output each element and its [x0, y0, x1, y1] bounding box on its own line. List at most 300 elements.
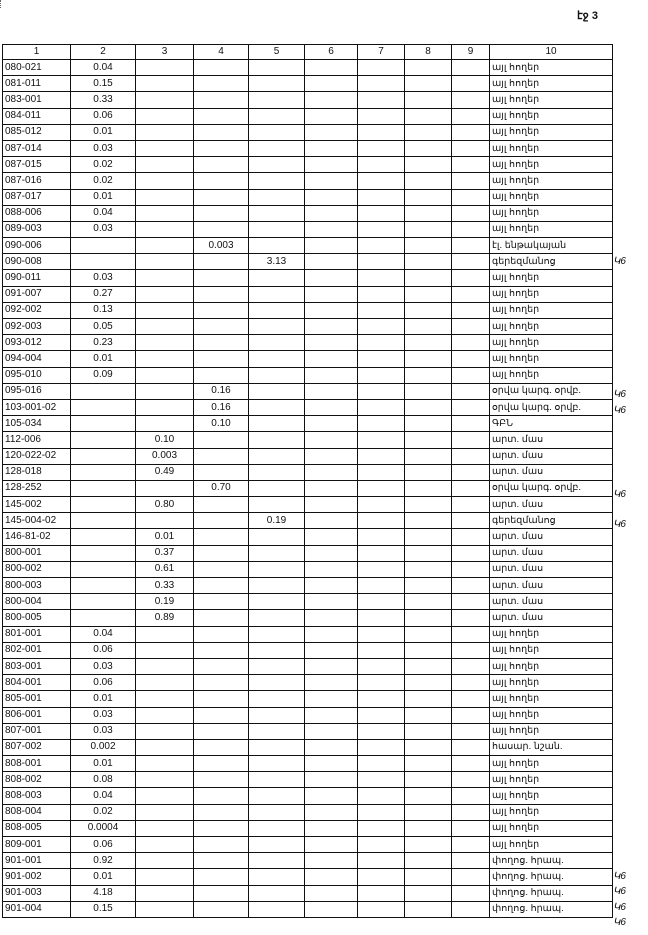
- table-cell: [452, 756, 490, 772]
- table-cell: այլ հողեր: [490, 302, 613, 318]
- table-cell: [249, 480, 305, 496]
- table-cell: 0.19: [249, 513, 305, 529]
- table-cell: այլ հողեր: [490, 367, 613, 383]
- table-cell: [194, 594, 249, 610]
- table-cell: [71, 416, 136, 432]
- table-cell: 0.27: [71, 286, 136, 302]
- table-cell: [249, 658, 305, 674]
- table-cell: [358, 723, 405, 739]
- table-cell: [305, 448, 358, 464]
- table-cell: [136, 383, 194, 399]
- table-row: [3, 626, 613, 642]
- table-cell: [405, 302, 452, 318]
- table-cell: 080-021: [3, 60, 71, 76]
- table-cell: [358, 108, 405, 124]
- table-cell: այլ հողեր: [490, 788, 613, 804]
- table-cell: [305, 221, 358, 237]
- table-cell: [305, 92, 358, 108]
- table-cell: [452, 545, 490, 561]
- table-cell: [305, 642, 358, 658]
- table-cell: [136, 286, 194, 302]
- table-cell: [305, 788, 358, 804]
- table-cell: [305, 416, 358, 432]
- table-cell: 808-005: [3, 820, 71, 836]
- table-cell: [194, 76, 249, 92]
- table-cell: այլ հողեր: [490, 270, 613, 286]
- table-cell: [305, 561, 358, 577]
- table-row: [3, 416, 613, 432]
- handwritten-mark: Կ6: [613, 256, 626, 267]
- table-cell: [452, 480, 490, 496]
- table-cell: [249, 869, 305, 885]
- table-cell: 800-004: [3, 594, 71, 610]
- table-cell: [358, 901, 405, 917]
- table-cell: 800-002: [3, 561, 71, 577]
- table-cell: [249, 901, 305, 917]
- table-cell: [452, 205, 490, 221]
- table-cell: [452, 173, 490, 189]
- table-cell: [194, 610, 249, 626]
- table-cell: [249, 578, 305, 594]
- table-cell: [136, 675, 194, 691]
- table-cell: 0.06: [71, 837, 136, 853]
- table-cell: [305, 820, 358, 836]
- table-cell: 0.92: [71, 853, 136, 869]
- table-cell: [452, 448, 490, 464]
- table-cell: 090-006: [3, 238, 71, 254]
- table-cell: [136, 60, 194, 76]
- table-cell: [136, 92, 194, 108]
- table-cell: 128-252: [3, 480, 71, 496]
- table-cell: [305, 707, 358, 723]
- table-cell: [358, 820, 405, 836]
- table-row: [3, 383, 613, 399]
- table-row: [3, 254, 613, 270]
- table-cell: [249, 351, 305, 367]
- table-cell: [305, 513, 358, 529]
- table-cell: 093-012: [3, 335, 71, 351]
- table-cell: [136, 885, 194, 901]
- table-cell: [249, 756, 305, 772]
- table-cell: [194, 497, 249, 513]
- table-cell: [136, 853, 194, 869]
- table-cell: արտ. մաս: [490, 594, 613, 610]
- table-cell: [249, 399, 305, 415]
- table-cell: 090-011: [3, 270, 71, 286]
- table-cell: [136, 302, 194, 318]
- table-row: [3, 205, 613, 221]
- table-cell: [405, 319, 452, 335]
- table-cell: [358, 707, 405, 723]
- table-cell: [405, 578, 452, 594]
- table-cell: [305, 432, 358, 448]
- table-cell: [452, 610, 490, 626]
- table-cell: [136, 416, 194, 432]
- table-cell: [452, 351, 490, 367]
- table-cell: 087-017: [3, 189, 71, 205]
- table-cell: այլ հողեր: [490, 723, 613, 739]
- table-cell: այլ հողեր: [490, 221, 613, 237]
- table-cell: [452, 901, 490, 917]
- table-cell: ԳԲՆ: [490, 416, 613, 432]
- column-header: 3: [136, 45, 194, 60]
- table-cell: [358, 513, 405, 529]
- table-cell: [136, 367, 194, 383]
- table-cell: [405, 837, 452, 853]
- table-cell: [249, 610, 305, 626]
- table-cell: 0.03: [71, 140, 136, 156]
- table-cell: [405, 901, 452, 917]
- table-cell: [136, 837, 194, 853]
- table-cell: [249, 238, 305, 254]
- table-cell: [405, 756, 452, 772]
- table-cell: [249, 675, 305, 691]
- table-cell: [358, 335, 405, 351]
- table-cell: [194, 513, 249, 529]
- table-cell: [194, 772, 249, 788]
- table-cell: [136, 205, 194, 221]
- table-row: [3, 302, 613, 318]
- table-cell: [305, 610, 358, 626]
- table-cell: [71, 594, 136, 610]
- table-cell: [358, 351, 405, 367]
- table-cell: [194, 691, 249, 707]
- table-cell: [194, 448, 249, 464]
- table-cell: 0.10: [194, 416, 249, 432]
- table-cell: [249, 804, 305, 820]
- column-header: 10: [490, 45, 613, 60]
- table-cell: [305, 399, 358, 415]
- table-cell: [249, 885, 305, 901]
- table-cell: փողոց. հրապ.: [490, 885, 613, 901]
- table-cell: 089-003: [3, 221, 71, 237]
- handwritten-mark: Կ6: [613, 389, 626, 400]
- table-cell: [249, 367, 305, 383]
- table-cell: [194, 351, 249, 367]
- table-cell: [136, 901, 194, 917]
- table-cell: [358, 610, 405, 626]
- table-cell: [358, 302, 405, 318]
- table-cell: այլ հողեր: [490, 351, 613, 367]
- table-cell: հասար. նշան.: [490, 739, 613, 755]
- table-cell: [452, 529, 490, 545]
- table-cell: այլ հողեր: [490, 837, 613, 853]
- table-cell: [249, 788, 305, 804]
- table-cell: [194, 254, 249, 270]
- table-cell: [305, 238, 358, 254]
- table-cell: [405, 885, 452, 901]
- table-cell: 0.33: [136, 578, 194, 594]
- table-cell: [71, 399, 136, 415]
- page-number: էջ 3: [577, 10, 598, 22]
- table-cell: այլ հողեր: [490, 691, 613, 707]
- table-cell: [194, 140, 249, 156]
- table-cell: [194, 92, 249, 108]
- table-cell: [194, 286, 249, 302]
- table-cell: 0.15: [71, 76, 136, 92]
- table-row: [3, 837, 613, 853]
- table-cell: [194, 723, 249, 739]
- table-cell: [452, 367, 490, 383]
- table-cell: [305, 60, 358, 76]
- table-cell: [358, 772, 405, 788]
- table-cell: 804-001: [3, 675, 71, 691]
- column-header: 9: [452, 45, 490, 60]
- handwritten-mark: Կ6: [613, 886, 626, 897]
- table-cell: [71, 561, 136, 577]
- table-cell: [358, 885, 405, 901]
- table-cell: [194, 221, 249, 237]
- table-cell: արտ. մաս: [490, 610, 613, 626]
- table-cell: 803-001: [3, 658, 71, 674]
- table-cell: [358, 545, 405, 561]
- table-cell: 807-002: [3, 739, 71, 755]
- table-cell: [249, 335, 305, 351]
- table-cell: [249, 723, 305, 739]
- table-cell: [194, 60, 249, 76]
- table-cell: [249, 594, 305, 610]
- table-cell: [194, 205, 249, 221]
- table-cell: [452, 658, 490, 674]
- table-cell: [136, 691, 194, 707]
- table-cell: [305, 804, 358, 820]
- table-cell: [358, 140, 405, 156]
- table-cell: [249, 448, 305, 464]
- table-cell: 0.19: [136, 594, 194, 610]
- table-cell: [452, 561, 490, 577]
- table-cell: [358, 804, 405, 820]
- table-cell: [452, 399, 490, 415]
- table-cell: [136, 820, 194, 836]
- table-cell: [405, 351, 452, 367]
- table-cell: [452, 108, 490, 124]
- table-cell: [194, 432, 249, 448]
- table-cell: [249, 853, 305, 869]
- table-cell: 0.08: [71, 772, 136, 788]
- table-cell: [358, 383, 405, 399]
- table-cell: [405, 448, 452, 464]
- table-cell: [405, 594, 452, 610]
- table-cell: [136, 480, 194, 496]
- table-cell: 085-012: [3, 124, 71, 140]
- table-row: [3, 578, 613, 594]
- table-cell: արտ. մաս: [490, 529, 613, 545]
- table-cell: [358, 529, 405, 545]
- table-cell: 0.23: [71, 335, 136, 351]
- table-cell: [405, 173, 452, 189]
- table-cell: [194, 739, 249, 755]
- table-cell: [71, 610, 136, 626]
- table-cell: այլ հողեր: [490, 157, 613, 173]
- table-cell: [194, 707, 249, 723]
- table-cell: 0.33: [71, 92, 136, 108]
- table-cell: [358, 788, 405, 804]
- table-cell: [136, 642, 194, 658]
- table-cell: այլ հողեր: [490, 60, 613, 76]
- table-cell: [194, 578, 249, 594]
- table-cell: [452, 837, 490, 853]
- handwritten-mark: Կ6: [613, 871, 626, 882]
- table-cell: [194, 869, 249, 885]
- table-cell: [249, 124, 305, 140]
- table-cell: [305, 124, 358, 140]
- table-row: [3, 335, 613, 351]
- table-cell: 0.06: [71, 108, 136, 124]
- table-cell: 801-001: [3, 626, 71, 642]
- table-cell: [358, 480, 405, 496]
- table-cell: [305, 189, 358, 205]
- table-cell: [136, 756, 194, 772]
- table-cell: 084-011: [3, 108, 71, 124]
- table-cell: [249, 270, 305, 286]
- table-cell: 0.003: [194, 238, 249, 254]
- table-row: [3, 739, 613, 755]
- table-cell: [452, 739, 490, 755]
- table-cell: 095-016: [3, 383, 71, 399]
- table-cell: 0.002: [71, 739, 136, 755]
- table-cell: [194, 529, 249, 545]
- table-cell: [452, 707, 490, 723]
- table-cell: [358, 756, 405, 772]
- table-cell: [249, 416, 305, 432]
- table-cell: [194, 545, 249, 561]
- table-cell: արտ. մաս: [490, 497, 613, 513]
- table-cell: [136, 157, 194, 173]
- table-cell: [358, 189, 405, 205]
- table-row: [3, 853, 613, 869]
- table-cell: [405, 383, 452, 399]
- table-cell: 083-001: [3, 92, 71, 108]
- table-cell: [194, 675, 249, 691]
- table-cell: [305, 254, 358, 270]
- handwritten-mark: Կ6: [613, 902, 626, 913]
- table-cell: [136, 351, 194, 367]
- table-cell: [194, 270, 249, 286]
- table-cell: [194, 464, 249, 480]
- table-cell: [305, 853, 358, 869]
- table-cell: [249, 626, 305, 642]
- table-cell: 0.16: [194, 383, 249, 399]
- table-cell: [452, 319, 490, 335]
- table-cell: [358, 416, 405, 432]
- table-cell: [305, 772, 358, 788]
- table-cell: [71, 513, 136, 529]
- table-cell: [405, 238, 452, 254]
- column-header: 7: [358, 45, 405, 60]
- table-cell: [452, 869, 490, 885]
- table-cell: [249, 561, 305, 577]
- table-cell: [249, 820, 305, 836]
- table-cell: [358, 92, 405, 108]
- table-cell: [71, 464, 136, 480]
- table-cell: [405, 464, 452, 480]
- table-cell: [249, 772, 305, 788]
- table-cell: [358, 626, 405, 642]
- table-cell: [305, 529, 358, 545]
- table-cell: [71, 578, 136, 594]
- table-cell: [249, 319, 305, 335]
- table-cell: [194, 820, 249, 836]
- table-cell: [305, 173, 358, 189]
- table-cell: [452, 885, 490, 901]
- handwritten-mark: Կ6: [613, 489, 626, 500]
- column-header: 8: [405, 45, 452, 60]
- table-cell: [405, 270, 452, 286]
- table-cell: [136, 723, 194, 739]
- table-cell: [136, 173, 194, 189]
- column-header: 1: [3, 45, 71, 60]
- table-cell: [405, 76, 452, 92]
- table-cell: [452, 788, 490, 804]
- table-cell: [305, 837, 358, 853]
- table-cell: [305, 545, 358, 561]
- table-cell: [452, 416, 490, 432]
- table-cell: [249, 529, 305, 545]
- table-cell: [452, 513, 490, 529]
- table-cell: [71, 529, 136, 545]
- table-cell: [405, 675, 452, 691]
- table-cell: [452, 497, 490, 513]
- table-cell: [405, 691, 452, 707]
- table-cell: [71, 432, 136, 448]
- table-cell: 145-004-02: [3, 513, 71, 529]
- table-cell: այլ հողեր: [490, 756, 613, 772]
- table-cell: գերեզմանոց: [490, 254, 613, 270]
- table-cell: 095-010: [3, 367, 71, 383]
- table-cell: [136, 513, 194, 529]
- table-cell: այլ հողեր: [490, 140, 613, 156]
- table-cell: [452, 92, 490, 108]
- table-cell: [405, 707, 452, 723]
- table-cell: [405, 723, 452, 739]
- table-cell: գերեզմանոց: [490, 513, 613, 529]
- table-cell: 901-003: [3, 885, 71, 901]
- table-cell: 0.01: [71, 756, 136, 772]
- table-cell: [358, 497, 405, 513]
- table-row: [3, 561, 613, 577]
- table-cell: [249, 92, 305, 108]
- table-cell: [452, 383, 490, 399]
- table-cell: [249, 707, 305, 723]
- table-cell: [194, 756, 249, 772]
- table-cell: [194, 853, 249, 869]
- table-row: [3, 529, 613, 545]
- table-cell: փողոց. հրապ.: [490, 869, 613, 885]
- table-row: [3, 658, 613, 674]
- table-cell: [452, 675, 490, 691]
- table-cell: [452, 76, 490, 92]
- table-cell: [452, 464, 490, 480]
- table-cell: [194, 626, 249, 642]
- table-cell: [305, 691, 358, 707]
- table-row: [3, 399, 613, 415]
- table-row: [3, 497, 613, 513]
- table-cell: 0.02: [71, 173, 136, 189]
- table-cell: 0.16: [194, 399, 249, 415]
- table-cell: [358, 221, 405, 237]
- table-cell: [194, 157, 249, 173]
- table-row: [3, 480, 613, 496]
- table-cell: [71, 480, 136, 496]
- table-row: [3, 351, 613, 367]
- table-cell: 0.01: [71, 691, 136, 707]
- table-cell: 0.01: [71, 189, 136, 205]
- table-cell: [136, 140, 194, 156]
- table-cell: 0.02: [71, 157, 136, 173]
- table-cell: 0.06: [71, 642, 136, 658]
- table-row: [3, 221, 613, 237]
- table-cell: 0.03: [71, 707, 136, 723]
